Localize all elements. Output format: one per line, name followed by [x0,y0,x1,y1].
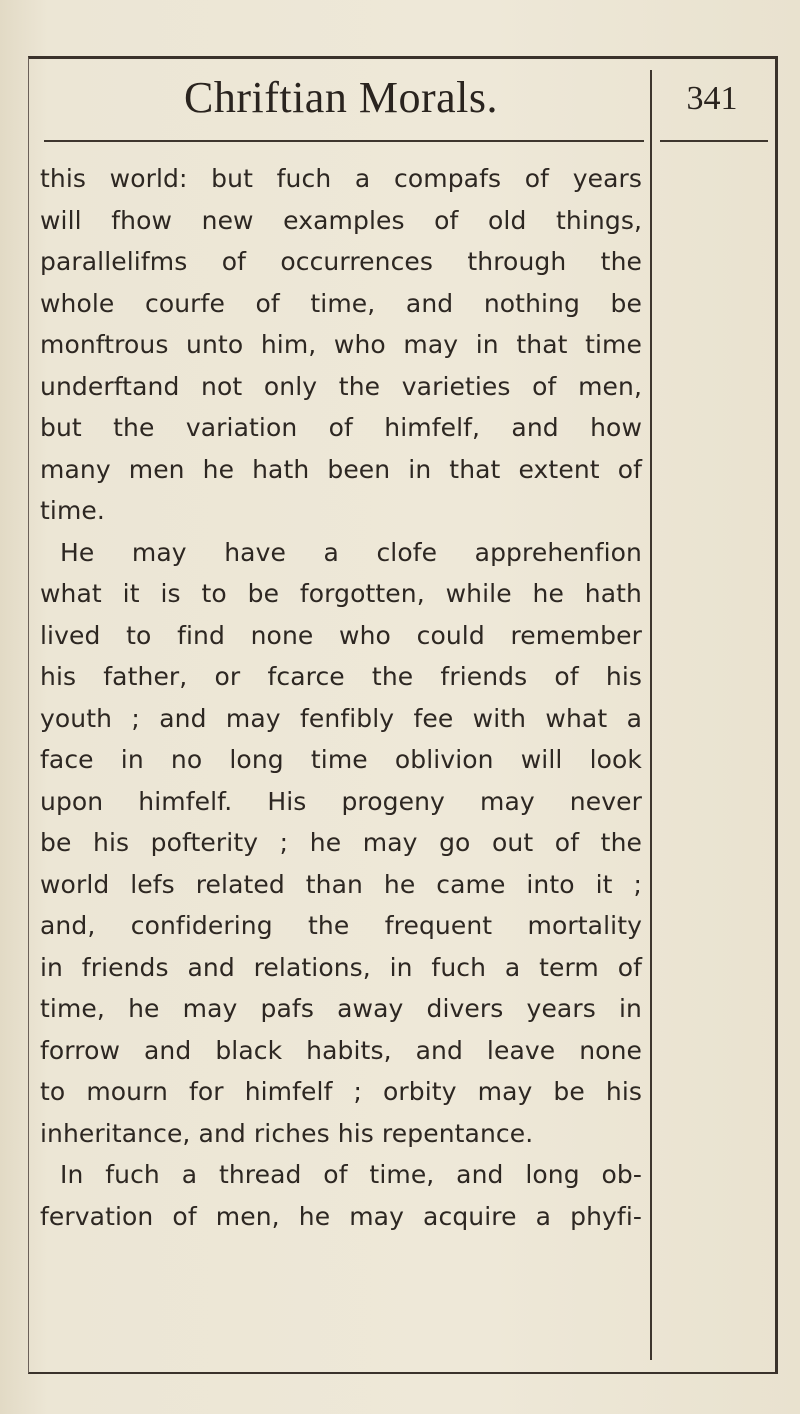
text-line: and, confidering the frequent mortality [40,911,642,940]
text-line: world lefs related than he came into it ; [40,869,642,899]
column-divider [650,70,652,1360]
paragraph-start-line: He may have a clofe apprehenfion [60,537,642,567]
running-head: Chriftian Morals. [183,73,498,122]
text-line: this world: but fuch a compafs of years [40,164,642,193]
page-number: 341 [686,80,738,117]
paragraph-start-line: In fuch a thread of time, and long ob- [60,1160,642,1189]
text-line: whole courfe of time, and nothing be [40,288,642,318]
text-line: forrow and black habits, and leave none [40,1035,642,1065]
text-line: underftand not only the varieties of men, [40,371,642,401]
header-rule-margin [660,140,768,142]
text-line: his father, or fcarce the friends of his [40,662,642,691]
text-line: fervation of men, he may acquire a phyfi- [40,1201,642,1231]
text-line: lived to find none who could remember [40,620,642,650]
text-line: time. [40,496,105,525]
body-text [40,158,642,1237]
text-line: but the variation of himfelf, and how [40,413,642,442]
text-line: parallelifms of occurrences through the [40,247,642,276]
text-line: youth ; and may fenfibly fee with what a [40,703,642,733]
text-line: face in no long time oblivion will look [40,745,642,774]
text-line: time, he may pafs away divers years in [40,994,642,1023]
text-line: inheritance, and riches his repentance. [40,1118,534,1148]
text-line: what it is to be forgotten, while he hath [40,579,642,608]
text-line: in friends and relations, in fuch a term of [40,952,642,982]
text-line: upon himfelf. His progeny may never [40,786,642,816]
header-rule [44,140,644,142]
text-line: monftrous unto him, who may in that time [40,330,642,359]
text-line: be his pofterity ; he may go out of the [40,828,642,857]
text-line: to mourn for himfelf ; orbity may be his [40,1077,642,1106]
text-line: many men he hath been in that extent of [40,454,642,484]
text-line: will fhow new examples of old things, [40,205,642,235]
